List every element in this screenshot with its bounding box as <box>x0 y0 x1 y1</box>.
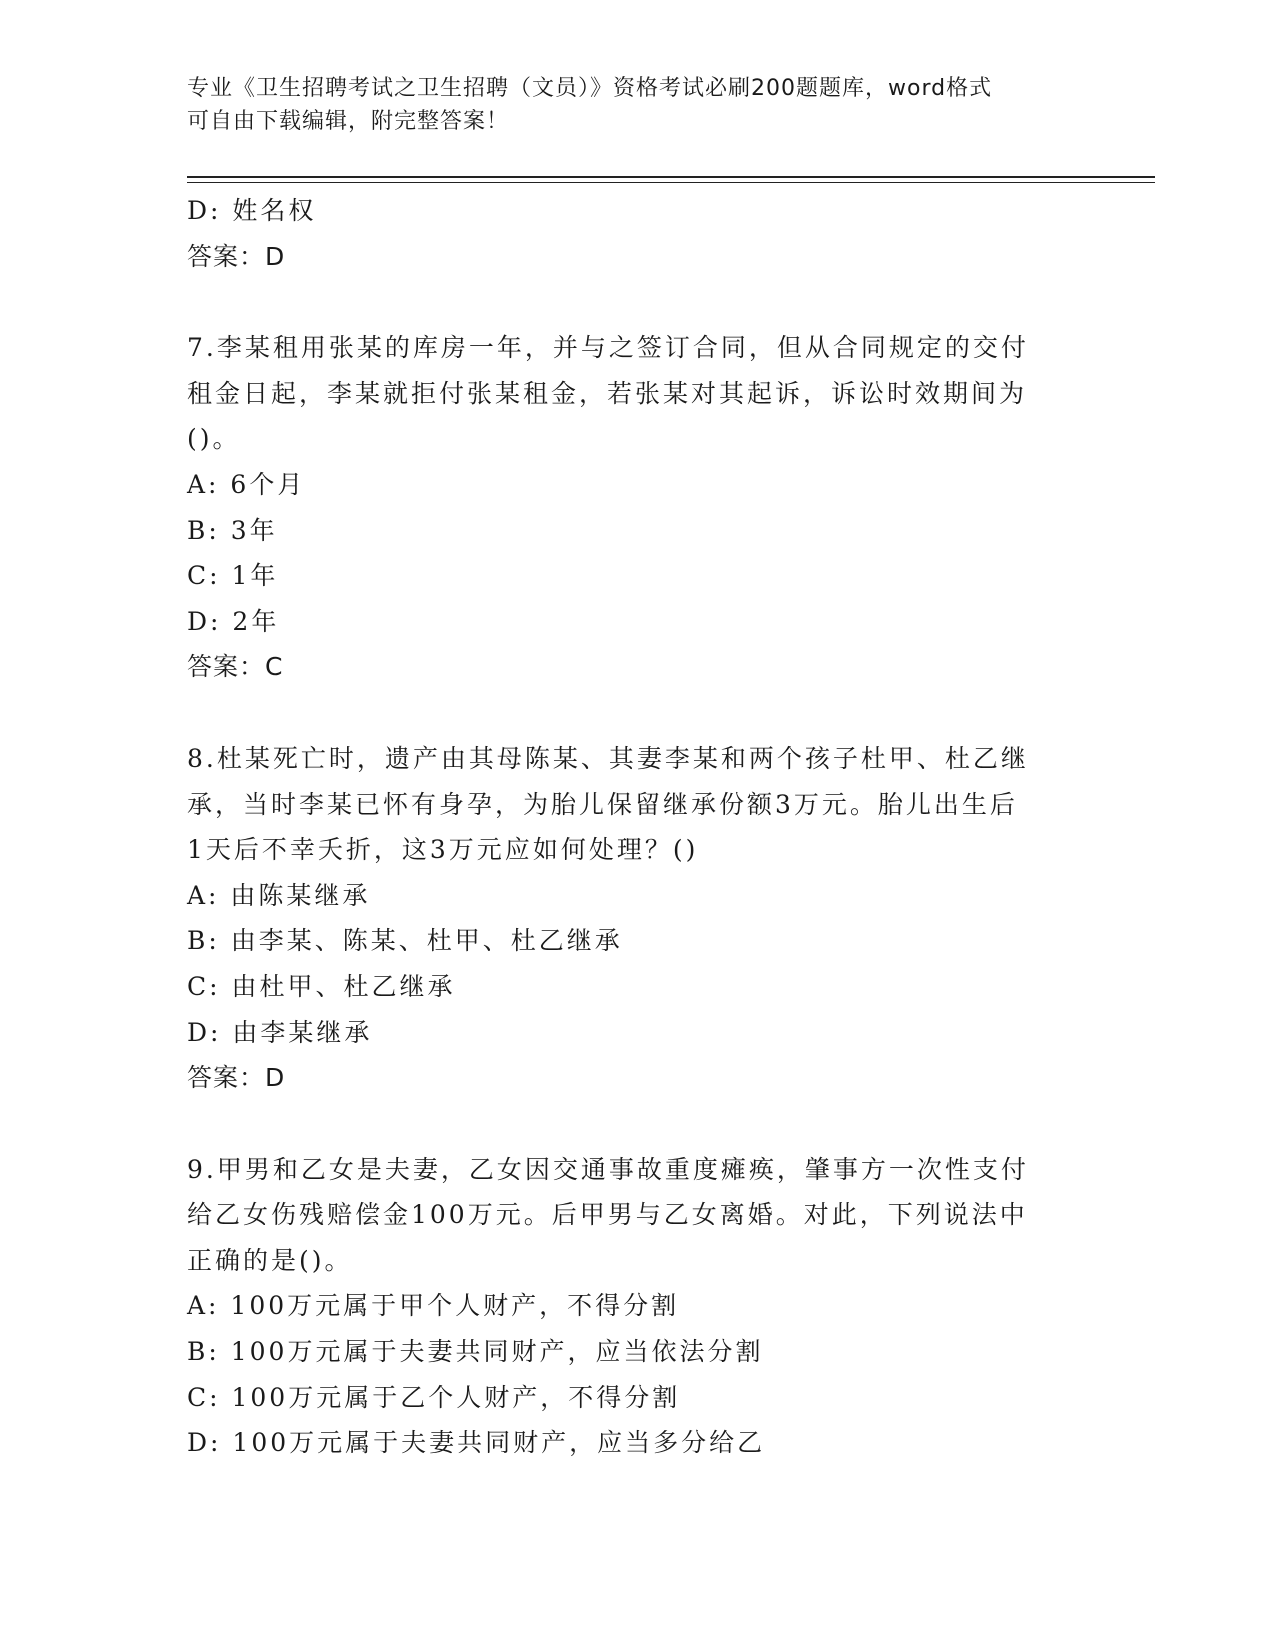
question-9 <box>187 1147 1067 1466</box>
question-6-tail <box>187 188 1067 279</box>
header-line-2: 可自由下载编辑，附完整答案！ <box>187 109 510 134</box>
answer-line: 答案：C <box>187 652 284 682</box>
option-a: A: 由陈某继承 <box>187 880 371 910</box>
option-b: B: 由李某、陈某、杜甲、杜乙继承 <box>187 926 623 956</box>
option-d: D: 2年 <box>187 606 280 636</box>
option-c: C: 100万元属于乙个人财产，不得分割 <box>187 1382 681 1412</box>
option-b: B: 3年 <box>187 515 278 545</box>
header-divider-thin <box>187 182 1155 183</box>
question-stem-line: 租金日起，李某就拒付张某租金，若张某对其起诉，诉讼时效期间为 <box>187 378 1028 408</box>
option-d: D: 由李某继承 <box>187 1017 373 1047</box>
header-line-1: 专业《卫生招聘考试之卫生招聘（文员）》资格考试必刷200题题库，word格式 <box>187 76 993 101</box>
question-8 <box>187 736 1067 1101</box>
option-a: A: 100万元属于甲个人财产，不得分割 <box>187 1291 680 1321</box>
option-d: D: 姓名权 <box>187 196 317 225</box>
option-c: C: 由杜甲、杜乙继承 <box>187 971 456 1001</box>
header-divider-thick <box>187 176 1155 178</box>
option-a: A: 6个月 <box>187 469 306 499</box>
document-body <box>187 188 1067 1466</box>
question-stem-line: 1天后不幸夭折，这3万元应如何处理？() <box>187 835 699 865</box>
answer-line: 答案：D <box>187 1063 286 1093</box>
option-d: D: 100万元属于夫妻共同财产，应当多分给乙 <box>187 1428 766 1458</box>
page-header <box>187 72 1067 138</box>
answer-line: 答案：D <box>187 241 286 271</box>
question-stem-line: 给乙女伤残赔偿金100万元。后甲男与乙女离婚。对此，下列说法中 <box>187 1200 1028 1230</box>
question-stem-line: ()。 <box>187 424 241 454</box>
question-7 <box>187 325 1067 690</box>
option-c: C: 1年 <box>187 561 279 591</box>
option-b: B: 100万元属于夫妻共同财产，应当依法分割 <box>187 1337 764 1367</box>
question-stem-line: 9.甲男和乙女是夫妻，乙女因交通事故重度瘫痪，肇事方一次性支付 <box>187 1154 1029 1184</box>
question-stem-line: 承，当时李某已怀有身孕，为胎儿保留继承份额3万元。胎儿出生后 <box>187 789 1018 819</box>
question-stem-line: 正确的是()。 <box>187 1245 353 1275</box>
question-stem-line: 7.李某租用张某的库房一年，并与之签订合同，但从合同规定的交付 <box>187 333 1029 363</box>
question-stem-line: 8.杜某死亡时，遗产由其母陈某、其妻李某和两个孩子杜甲、杜乙继 <box>187 743 1029 773</box>
